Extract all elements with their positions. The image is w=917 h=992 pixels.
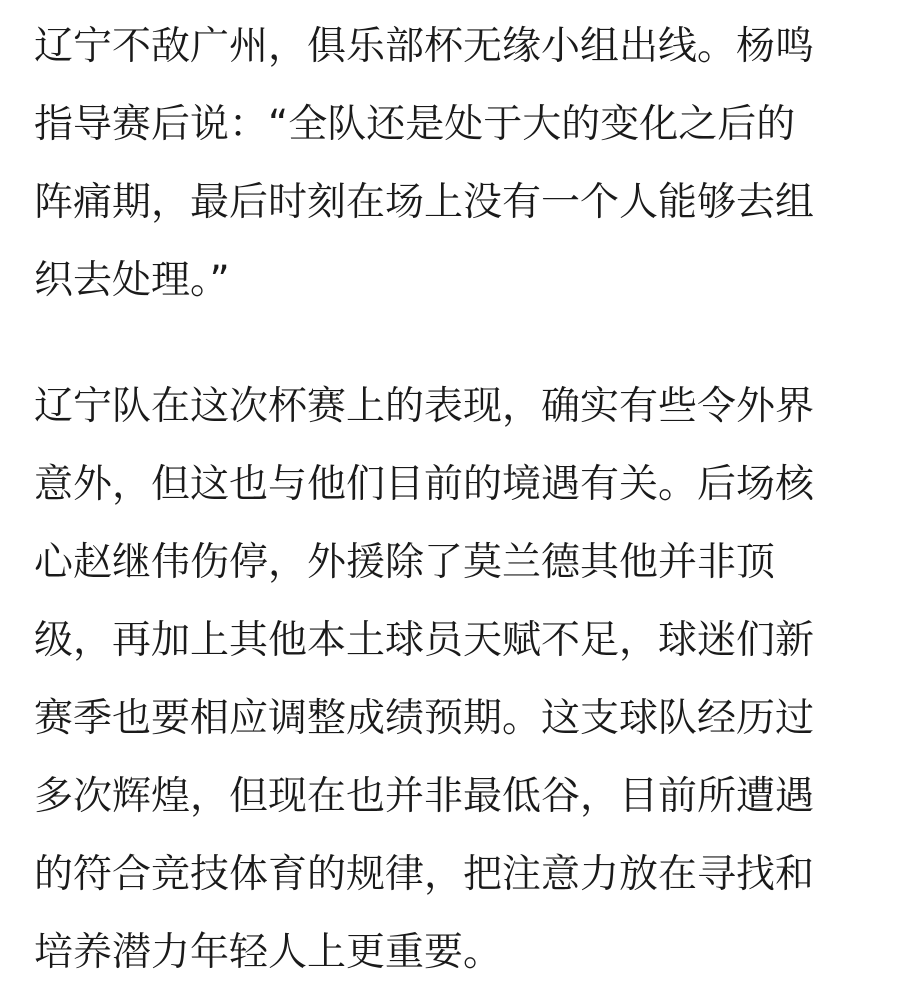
text-line: 培养潜力年轻人上更重要。 xyxy=(34,930,503,975)
text-line: 织去处理。” xyxy=(34,258,230,303)
text-line: 赛季也要相应调整成绩预期。这支球队经历过 xyxy=(34,696,815,741)
text-line: 辽宁队在这次杯赛上的表现，确实有些令外界 xyxy=(34,384,815,429)
text-line: 阵痛期，最后时刻在场上没有一个人能够去组 xyxy=(34,180,815,225)
text-line: 指导赛后说：“全队还是处于大的变化之后的 xyxy=(34,102,796,147)
text-line: 意外，但这也与他们目前的境遇有关。后场核 xyxy=(34,462,815,507)
text-line: 的符合竞技体育的规律，把注意力放在寻找和 xyxy=(34,852,815,897)
text-line: 级，再加上其他本土球员天赋不足，球迷们新 xyxy=(34,618,815,663)
paragraph-2 xyxy=(34,368,884,992)
text-line: 辽宁不敌广州，俱乐部杯无缘小组出线。杨鸣 xyxy=(34,24,815,69)
paragraph-1 xyxy=(34,0,884,320)
article-body xyxy=(34,0,884,992)
text-line: 多次辉煌，但现在也并非最低谷，目前所遭遇 xyxy=(34,774,815,819)
text-line: 心赵继伟伤停，外援除了莫兰德其他并非顶 xyxy=(34,540,776,585)
